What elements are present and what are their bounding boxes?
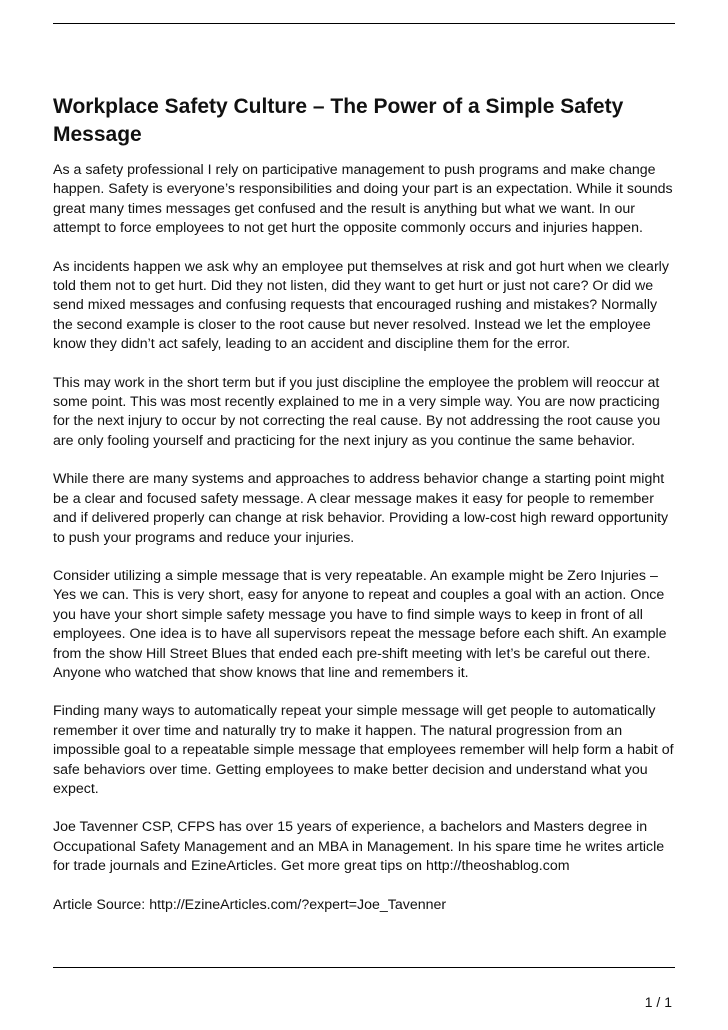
document-title: Workplace Safety Culture – The Power of a Simple Safety Message [53, 95, 624, 146]
document-body [53, 93, 677, 934]
page-number: 1 / 1 [644, 994, 672, 1010]
paragraph-systems: While there are many systems and approaches to address behavior change a starting point might be a clear and focused safety message. A clear message makes it easy for people to remember and if delivered properly can change at risk behavior. Providing a low-cost high reward opportunity to push your programs and reduce your injuries. [53, 471, 669, 546]
paragraph-intro: As a safety professional I rely on participative management to push programs and make change happen. Safety is everyone’s responsibilities and doing your part is an expectation. While it sounds great many times messages get confused and the result is anything but what we want. In our attempt to force employees to not get hurt the opposite commonly occurs and injuries happen. [53, 162, 673, 237]
paragraph-author-bio: Joe Tavenner CSP, CFPS has over 15 years of experience, a bachelors and Masters degree in Occupational Safety Management and an MBA in Management. In his spare time he writes article for trade journals and EzineArticles. Get more great tips on http://theoshablog.com [53, 819, 665, 875]
paragraph-simple-message: Consider utilizing a simple message that is very repeatable. An example might be Zero Injuries – Yes we can. This is very short, easy for anyone to repeat and couples a goal with an action. Once you have your short simple safety message you have to find simple ways to keep in front of all employees. One idea is to have all supervisors repeat the message before each shift. An example from the show Hill Street Blues that ended each pre-shift meeting with let’s be careful out there. Anyone who watched that show knows that line and remembers it. [53, 567, 667, 681]
paragraph-short-term: This may work in the short term but if you just discipline the employee the problem will reoccur at some point. This was most recently explained to me in a very simple way. You are now practicing for the next injury to occur by not correcting the real cause. By not addressing the root cause you are only fooling yourself and practicing for the next injury as you continue the same behavior. [53, 374, 661, 449]
paragraph-article-source: Article Source: http://EzineArticles.com/?expert=Joe_Tavenner [53, 896, 447, 913]
paragraph-incidents: As incidents happen we ask why an employee put themselves at risk and got hurt when we clearly told them not to get hurt. Did they not listen, did they want to get hurt or just not care? Or did we send mixed messages and confusing requests that encouraged rushing and mistakes? Normally the second example is closer to the root cause but never resolved. Instead we let the employee know they didn’t act safely, leading to an accident and discipline them for the error. [53, 258, 669, 353]
footer-rule [53, 967, 675, 968]
header-rule [53, 23, 675, 24]
paragraph-repeat: Finding many ways to automatically repeat your simple message will get people to automatically remember it over time and naturally try to make it happen. The natural progression from an impossible goal to a repeatable simple message that employees remember will help form a habit of safe behaviors over time. Getting employees to make better decision and understand what you expect. [53, 703, 674, 797]
